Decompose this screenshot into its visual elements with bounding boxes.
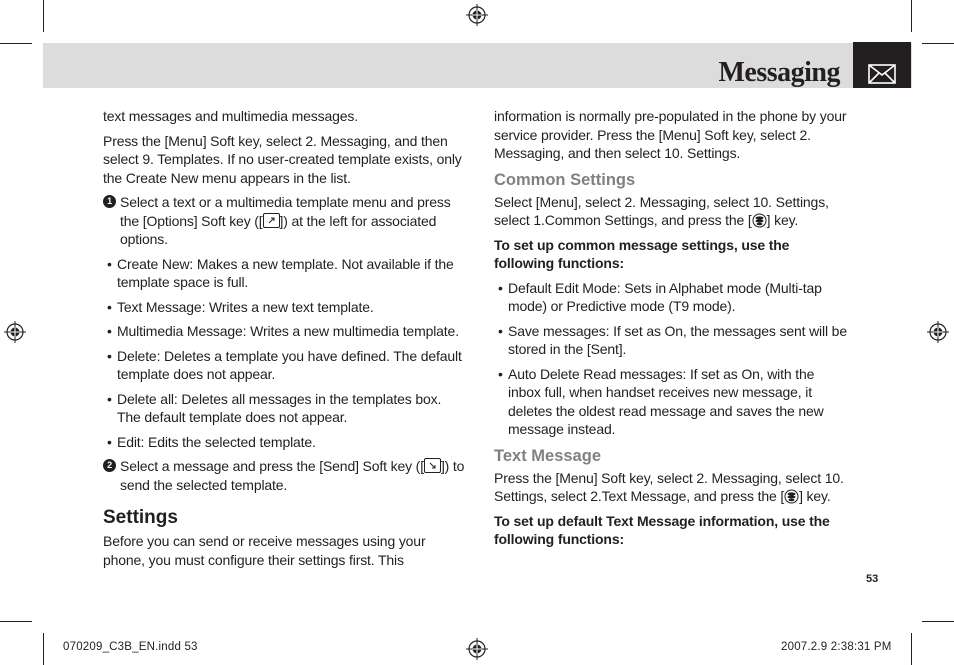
registration-mark-icon (466, 4, 488, 26)
instruction-bold: To set up common message settings, use the following functions: (494, 236, 790, 271)
paragraph: Press the [Menu] Soft key, select 2. Messaging, select 10. Settings, select 2.Text Message, and press the [ ] key. (494, 469, 844, 504)
step-number-badge: 1 (103, 195, 116, 208)
envelope-icon (853, 42, 911, 88)
step-number-badge: 2 (103, 459, 116, 472)
list-item: • Text Message: Writes a new text template. (107, 298, 374, 315)
ok-key-icon (784, 489, 799, 504)
paragraph: Press the [Menu] Soft key, select 2. Messaging, and then select 9. Templates. If no user-created template exists, only the Create New menu appears in the list. (103, 132, 462, 186)
list-item: • Delete: Deletes a template you have defined. The default template does not appear. (107, 347, 462, 382)
registration-mark-icon (927, 321, 949, 343)
ok-key-icon (752, 213, 767, 228)
list-item: • Edit: Edits the selected template. (107, 433, 316, 450)
crop-mark (911, 633, 912, 665)
right-column (494, 107, 850, 549)
list-item: • Multimedia Message: Writes a new multimedia template. (107, 323, 459, 339)
list-item: • Default Edit Mode: Sets in Alphabet mode (Multi-tap mode) or Predictive mode (T9 mode). (498, 279, 822, 314)
step-text: Select a text or a multimedia template menu and press the [Options] Soft key ([ (120, 194, 451, 229)
list-item: • Create New: Makes a new template. Not available if the template space is full. (107, 255, 454, 290)
step-text: Select a message and press the [Send] Soft key ([ (120, 458, 424, 474)
list-item: • Save messages: If set as On, the messages sent will be stored in the [Sent]. (498, 322, 847, 357)
instruction-bold: To set up default Text Message information, use the following functions: (494, 512, 830, 547)
crop-mark (43, 633, 44, 665)
left-soft-key-icon (263, 213, 280, 228)
paragraph: text messages and multimedia messages. (103, 108, 358, 124)
step-text: ]) to send the selected template. (120, 458, 465, 493)
crop-mark (43, 0, 44, 32)
envelope-tab (853, 42, 911, 88)
crop-mark (922, 621, 954, 622)
crop-mark (0, 621, 32, 622)
footer-timestamp: 2007.2.9 2:38:31 PM (781, 641, 892, 653)
paragraph: Before you can send or receive messages using your phone, you must configure their settings first. This (103, 533, 426, 568)
settings-heading: Settings (103, 507, 178, 528)
text-message-heading: Text Message (494, 446, 601, 465)
crop-mark (922, 43, 954, 44)
list-item: • Delete all: Deletes all messages in the templates box. The default template does not appear. (107, 390, 442, 425)
left-column (103, 107, 465, 569)
paragraph: Select [Menu], select 2. Messaging, select 10. Settings, select 1.Common Settings, and press the [ ] key. (494, 193, 829, 228)
list-item: • Auto Delete Read messages: If set as On, with the inbox full, when handset receives new message, it deletes the oldest read message and saves the new message instead. (498, 365, 824, 437)
page-number: 53 (866, 573, 879, 585)
step-1 (103, 193, 465, 249)
paragraph: information is normally pre-populated in the phone by your service provider. Press the [Menu] Soft key, select 2. Messaging, and then select 10. Settings. (494, 108, 847, 161)
footer-filename: 070209_C3B_EN.indd 53 (63, 641, 198, 653)
registration-mark-icon (4, 321, 26, 343)
page-title: Messaging (718, 57, 840, 88)
crop-mark (911, 0, 912, 32)
step-2 (103, 457, 465, 494)
step-text: ]) at the left for associated options. (120, 212, 437, 247)
crop-mark (0, 43, 32, 44)
right-soft-key-icon (424, 458, 441, 473)
common-settings-heading: Common Settings (494, 170, 636, 189)
registration-mark-icon (466, 638, 488, 660)
